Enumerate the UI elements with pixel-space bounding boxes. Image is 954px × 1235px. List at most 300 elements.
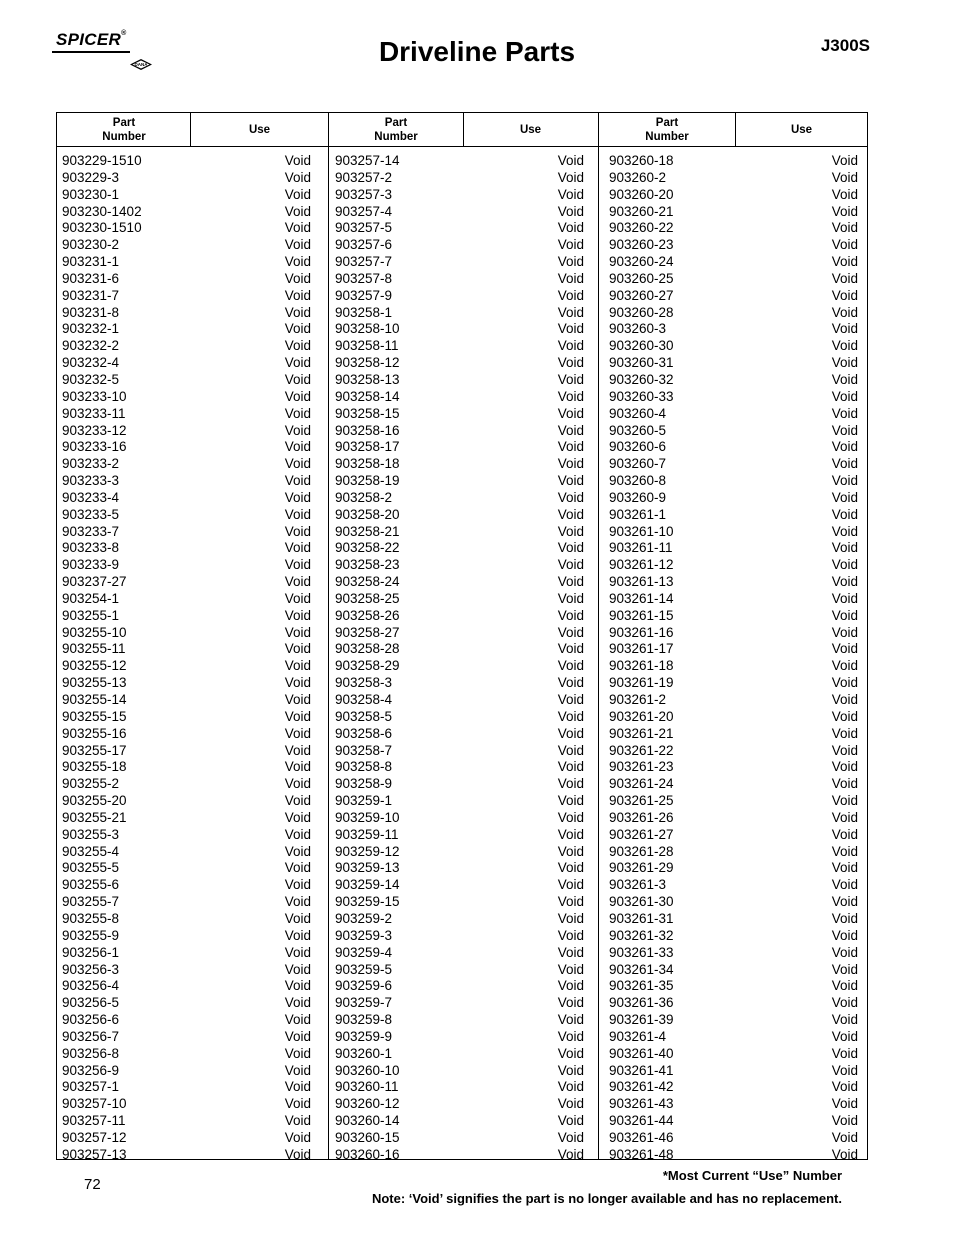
part-use: Void — [284, 708, 311, 724]
table-row — [62, 170, 311, 187]
part-use: Void — [831, 809, 858, 825]
part-use: Void — [284, 860, 311, 876]
part-number: 903261-15 — [609, 607, 674, 623]
part-number: 903232-4 — [62, 355, 120, 371]
table-row — [62, 844, 311, 861]
table-row — [62, 321, 311, 338]
part-use: Void — [284, 557, 311, 573]
table-row — [335, 557, 584, 574]
part-use: Void — [284, 1113, 311, 1129]
part-number: 903261-44 — [609, 1113, 674, 1129]
table-row — [609, 170, 858, 187]
part-number: 903258-29 — [335, 658, 400, 674]
table-row — [335, 237, 584, 254]
part-use: Void — [557, 978, 584, 994]
part-use: Void — [831, 641, 858, 657]
table-row — [62, 406, 311, 423]
part-number: 903259-7 — [335, 995, 393, 1011]
part-number: 903261-33 — [609, 944, 674, 960]
part-use: Void — [557, 557, 584, 573]
part-use: Void — [284, 574, 311, 590]
table-row — [609, 406, 858, 423]
part-number: 903255-21 — [62, 809, 127, 825]
part-use: Void — [284, 523, 311, 539]
part-number: 903258-27 — [335, 624, 400, 640]
part-use: Void — [557, 641, 584, 657]
part-number: 903259-12 — [335, 843, 400, 859]
part-use: Void — [557, 1096, 584, 1112]
part-number: 903260-28 — [609, 304, 674, 320]
part-use: Void — [557, 287, 584, 303]
part-use: Void — [284, 793, 311, 809]
part-use: Void — [557, 270, 584, 286]
part-use: Void — [831, 355, 858, 371]
part-use: Void — [284, 287, 311, 303]
part-use: Void — [557, 910, 584, 926]
table-row — [609, 338, 858, 355]
part-use: Void — [284, 910, 311, 926]
part-use: Void — [284, 321, 311, 337]
part-number: 903258-28 — [335, 641, 400, 657]
table-row — [609, 271, 858, 288]
part-number: 903233-5 — [62, 506, 120, 522]
part-number: 903259-4 — [335, 944, 393, 960]
part-number: 903261-18 — [609, 658, 674, 674]
part-number: 903230-1510 — [62, 220, 142, 236]
table-row — [335, 473, 584, 490]
table-row — [62, 153, 311, 170]
part-use: Void — [557, 995, 584, 1011]
part-use: Void — [831, 607, 858, 623]
part-number: 903261-23 — [609, 759, 674, 775]
part-use: Void — [284, 641, 311, 657]
part-number: 903255-18 — [62, 759, 127, 775]
header-use-2: Use — [519, 123, 542, 136]
part-use: Void — [284, 759, 311, 775]
part-number: 903258-21 — [335, 523, 400, 539]
table-row — [62, 726, 311, 743]
part-number: 903261-30 — [609, 894, 674, 910]
part-number: 903260-25 — [609, 270, 674, 286]
part-use: Void — [284, 927, 311, 943]
table-row — [335, 1029, 584, 1046]
part-number: 903258-25 — [335, 590, 400, 606]
table-row — [609, 995, 858, 1012]
part-number: 903261-19 — [609, 675, 674, 691]
part-number: 903259-2 — [335, 910, 393, 926]
part-number: 903259-13 — [335, 860, 400, 876]
part-number: 903230-2 — [62, 237, 120, 253]
table-row — [609, 1063, 858, 1080]
table-row — [62, 928, 311, 945]
part-number: 903257-11 — [62, 1113, 126, 1129]
table-row — [335, 423, 584, 440]
part-use: Void — [557, 894, 584, 910]
part-use: Void — [831, 776, 858, 792]
part-use: Void — [557, 540, 584, 556]
part-use: Void — [284, 1129, 311, 1145]
table-row — [609, 743, 858, 760]
part-use: Void — [557, 927, 584, 943]
part-number: 903259-8 — [335, 1012, 393, 1028]
part-number: 903261-12 — [609, 557, 674, 573]
part-use: Void — [831, 1146, 858, 1162]
table-row — [62, 1046, 311, 1063]
part-number: 903255-11 — [62, 641, 126, 657]
table-row — [609, 641, 858, 658]
part-number: 903231-1 — [62, 254, 120, 270]
part-use: Void — [557, 776, 584, 792]
column-divider — [598, 113, 599, 1159]
part-use: Void — [557, 658, 584, 674]
table-row — [335, 1130, 584, 1147]
table-row — [335, 490, 584, 507]
part-number: 903258-9 — [335, 776, 393, 792]
table-row — [609, 877, 858, 894]
parts-column-1 — [62, 153, 311, 1164]
part-number: 903258-20 — [335, 506, 400, 522]
model-code: J300S — [820, 36, 870, 55]
part-number: 903233-10 — [62, 388, 127, 404]
part-use: Void — [831, 287, 858, 303]
part-use: Void — [831, 927, 858, 943]
table-row — [609, 423, 858, 440]
part-number: 903261-25 — [609, 793, 674, 809]
part-number: 903260-24 — [609, 254, 674, 270]
part-number: 903258-4 — [335, 692, 393, 707]
table-row — [62, 389, 311, 406]
part-number: 903260-31 — [609, 355, 674, 371]
table-row — [335, 187, 584, 204]
parts-column-3 — [609, 153, 858, 1164]
table-row — [62, 271, 311, 288]
table-row — [609, 928, 858, 945]
header-divider — [190, 113, 191, 146]
table-row — [609, 776, 858, 793]
table-row — [335, 759, 584, 776]
part-number: 903255-13 — [62, 675, 127, 691]
part-number: 903233-4 — [62, 489, 120, 505]
part-number: 903257-10 — [62, 1096, 127, 1112]
part-use: Void — [557, 405, 584, 421]
header-use-1: Use — [248, 123, 271, 136]
part-number: 903233-8 — [62, 540, 120, 556]
part-use: Void — [557, 759, 584, 775]
table-row — [335, 827, 584, 844]
part-use: Void — [557, 153, 584, 168]
table-row — [62, 827, 311, 844]
table-row — [335, 1079, 584, 1096]
part-use: Void — [831, 473, 858, 489]
table-row — [62, 305, 311, 322]
part-number: 903258-5 — [335, 708, 393, 724]
part-use: Void — [831, 321, 858, 337]
table-row — [62, 978, 311, 995]
table-row — [609, 1079, 858, 1096]
part-number: 903256-5 — [62, 995, 120, 1011]
table-row — [62, 860, 311, 877]
table-row — [335, 170, 584, 187]
part-use: Void — [831, 826, 858, 842]
current-use-note: *Most Current “Use” Number — [662, 1168, 842, 1183]
page-title: Driveline Parts — [378, 36, 576, 67]
part-use: Void — [831, 658, 858, 674]
table-row — [62, 608, 311, 625]
table-header — [57, 113, 867, 147]
void-note: Note: ‘Void’ signifies the part is no longer available and has no replacement. — [371, 1191, 842, 1206]
part-number: 903260-32 — [609, 371, 674, 387]
part-use: Void — [284, 944, 311, 960]
part-number: 903259-6 — [335, 978, 393, 994]
part-number: 903260-7 — [609, 456, 667, 472]
part-number: 903257-13 — [62, 1146, 127, 1162]
table-row — [609, 945, 858, 962]
part-use: Void — [831, 725, 858, 741]
part-use: Void — [831, 237, 858, 253]
part-number: 903258-24 — [335, 574, 400, 590]
table-row — [62, 995, 311, 1012]
part-use: Void — [557, 742, 584, 758]
part-number: 903261-13 — [609, 574, 674, 590]
table-row — [335, 1113, 584, 1130]
part-use: Void — [284, 607, 311, 623]
part-use: Void — [557, 489, 584, 505]
header-divider — [735, 113, 736, 146]
part-use: Void — [557, 1146, 584, 1162]
part-number: 903233-7 — [62, 523, 120, 539]
table-row — [609, 911, 858, 928]
table-row — [335, 692, 584, 709]
part-use: Void — [831, 439, 858, 455]
part-use: Void — [831, 371, 858, 387]
table-row — [609, 827, 858, 844]
table-row — [62, 1130, 311, 1147]
part-use: Void — [284, 675, 311, 691]
header-divider — [463, 113, 464, 146]
part-use: Void — [284, 961, 311, 977]
table-row — [609, 625, 858, 642]
table-row — [609, 305, 858, 322]
table-row — [62, 355, 311, 372]
part-number: 903261-21 — [609, 725, 674, 741]
part-use: Void — [831, 843, 858, 859]
part-number: 903255-16 — [62, 725, 127, 741]
part-use: Void — [557, 708, 584, 724]
table-row — [335, 406, 584, 423]
table-row — [335, 1096, 584, 1113]
part-number: 903259-3 — [335, 927, 393, 943]
part-number: 903258-13 — [335, 371, 400, 387]
part-number: 903260-30 — [609, 338, 674, 354]
part-use: Void — [284, 809, 311, 825]
table-row — [62, 877, 311, 894]
part-use: Void — [284, 658, 311, 674]
part-use: Void — [284, 1079, 311, 1095]
part-number: 903257-12 — [62, 1129, 127, 1145]
part-use: Void — [284, 203, 311, 219]
table-row — [335, 524, 584, 541]
table-row — [62, 658, 311, 675]
part-use: Void — [557, 607, 584, 623]
table-row — [62, 204, 311, 221]
table-row — [62, 675, 311, 692]
table-row — [609, 1012, 858, 1029]
part-number: 903255-5 — [62, 860, 120, 876]
table-row — [609, 1046, 858, 1063]
table-row — [609, 288, 858, 305]
table-row — [609, 962, 858, 979]
part-use: Void — [557, 186, 584, 202]
part-number: 903258-10 — [335, 321, 400, 337]
table-row — [609, 456, 858, 473]
table-row — [62, 574, 311, 591]
table-row — [609, 658, 858, 675]
part-number: 903261-14 — [609, 590, 674, 606]
part-use: Void — [831, 1096, 858, 1112]
part-number: 903260-23 — [609, 237, 674, 253]
part-use: Void — [831, 1113, 858, 1129]
part-use: Void — [831, 270, 858, 286]
part-use: Void — [831, 675, 858, 691]
part-use: Void — [284, 692, 311, 707]
part-use: Void — [831, 1079, 858, 1095]
part-use: Void — [557, 473, 584, 489]
table-row — [335, 945, 584, 962]
table-row — [609, 540, 858, 557]
part-number: 903261-29 — [609, 860, 674, 876]
table-row — [335, 962, 584, 979]
part-number: 903260-1 — [335, 1045, 393, 1061]
part-use: Void — [557, 355, 584, 371]
part-number: 903258-6 — [335, 725, 393, 741]
part-number: 903256-8 — [62, 1045, 120, 1061]
table-row — [609, 355, 858, 372]
part-use: Void — [284, 489, 311, 505]
table-row — [62, 423, 311, 440]
table-row — [62, 1096, 311, 1113]
part-use: Void — [831, 388, 858, 404]
part-use: Void — [557, 304, 584, 320]
part-use: Void — [557, 590, 584, 606]
table-row — [609, 709, 858, 726]
part-use: Void — [557, 1079, 584, 1095]
header-part-number-1: Part Number — [102, 116, 146, 143]
part-use: Void — [557, 321, 584, 337]
part-number: 903261-39 — [609, 1012, 674, 1028]
part-number: 903261-26 — [609, 809, 674, 825]
table-row — [609, 1130, 858, 1147]
part-number: 903260-16 — [335, 1146, 400, 1162]
table-row — [609, 524, 858, 541]
part-number: 903258-2 — [335, 489, 393, 505]
part-use: Void — [284, 978, 311, 994]
table-row — [62, 557, 311, 574]
part-number: 903260-15 — [335, 1129, 400, 1145]
part-number: 903233-3 — [62, 473, 120, 489]
table-row — [335, 439, 584, 456]
part-use: Void — [284, 186, 311, 202]
table-row — [609, 204, 858, 221]
part-number: 903261-16 — [609, 624, 674, 640]
part-use: Void — [831, 894, 858, 910]
part-use: Void — [284, 877, 311, 893]
part-use: Void — [831, 995, 858, 1011]
part-use: Void — [831, 1045, 858, 1061]
part-use: Void — [557, 877, 584, 893]
part-number: 903255-7 — [62, 894, 120, 910]
part-number: 903260-2 — [609, 169, 667, 185]
part-number: 903258-3 — [335, 675, 393, 691]
part-use: Void — [284, 995, 311, 1011]
part-use: Void — [831, 860, 858, 876]
table-row — [62, 894, 311, 911]
part-number: 903255-2 — [62, 776, 120, 792]
part-use: Void — [831, 742, 858, 758]
part-number: 903261-34 — [609, 961, 674, 977]
part-use: Void — [557, 624, 584, 640]
part-use: Void — [284, 439, 311, 455]
part-number: 903261-27 — [609, 826, 674, 842]
part-use: Void — [557, 1028, 584, 1044]
table-row — [62, 1113, 311, 1130]
table-row — [335, 338, 584, 355]
table-row — [335, 507, 584, 524]
table-row — [62, 962, 311, 979]
table-row — [609, 237, 858, 254]
part-number: 903260-10 — [335, 1062, 400, 1078]
part-number: 903261-28 — [609, 843, 674, 859]
part-use: Void — [284, 237, 311, 253]
part-use: Void — [557, 1062, 584, 1078]
part-use: Void — [284, 1012, 311, 1028]
part-number: 903257-14 — [335, 153, 400, 168]
part-number: 903229-1510 — [62, 153, 142, 168]
table-row — [335, 641, 584, 658]
table-row — [609, 557, 858, 574]
column-divider — [328, 113, 329, 1159]
part-use: Void — [831, 220, 858, 236]
table-row — [62, 759, 311, 776]
table-row — [62, 1079, 311, 1096]
table-row — [609, 254, 858, 271]
part-number: 903233-11 — [62, 405, 126, 421]
table-row — [335, 372, 584, 389]
part-use: Void — [557, 169, 584, 185]
part-use: Void — [284, 725, 311, 741]
part-number: 903260-27 — [609, 287, 674, 303]
header-use-3: Use — [790, 123, 813, 136]
part-number: 903260-20 — [609, 186, 674, 202]
table-row — [335, 271, 584, 288]
part-use: Void — [557, 439, 584, 455]
part-use: Void — [557, 523, 584, 539]
table-row — [609, 608, 858, 625]
part-use: Void — [284, 355, 311, 371]
part-use: Void — [831, 793, 858, 809]
table-row — [609, 591, 858, 608]
part-number: 903257-7 — [335, 254, 393, 270]
part-number: 903255-14 — [62, 692, 127, 707]
part-use: Void — [557, 388, 584, 404]
part-number: 903261-10 — [609, 523, 674, 539]
part-use: Void — [831, 456, 858, 472]
part-number: 903256-3 — [62, 961, 120, 977]
part-number: 903257-8 — [335, 270, 393, 286]
part-number: 903259-14 — [335, 877, 400, 893]
table-row — [335, 204, 584, 221]
table-row — [335, 928, 584, 945]
table-row — [609, 490, 858, 507]
